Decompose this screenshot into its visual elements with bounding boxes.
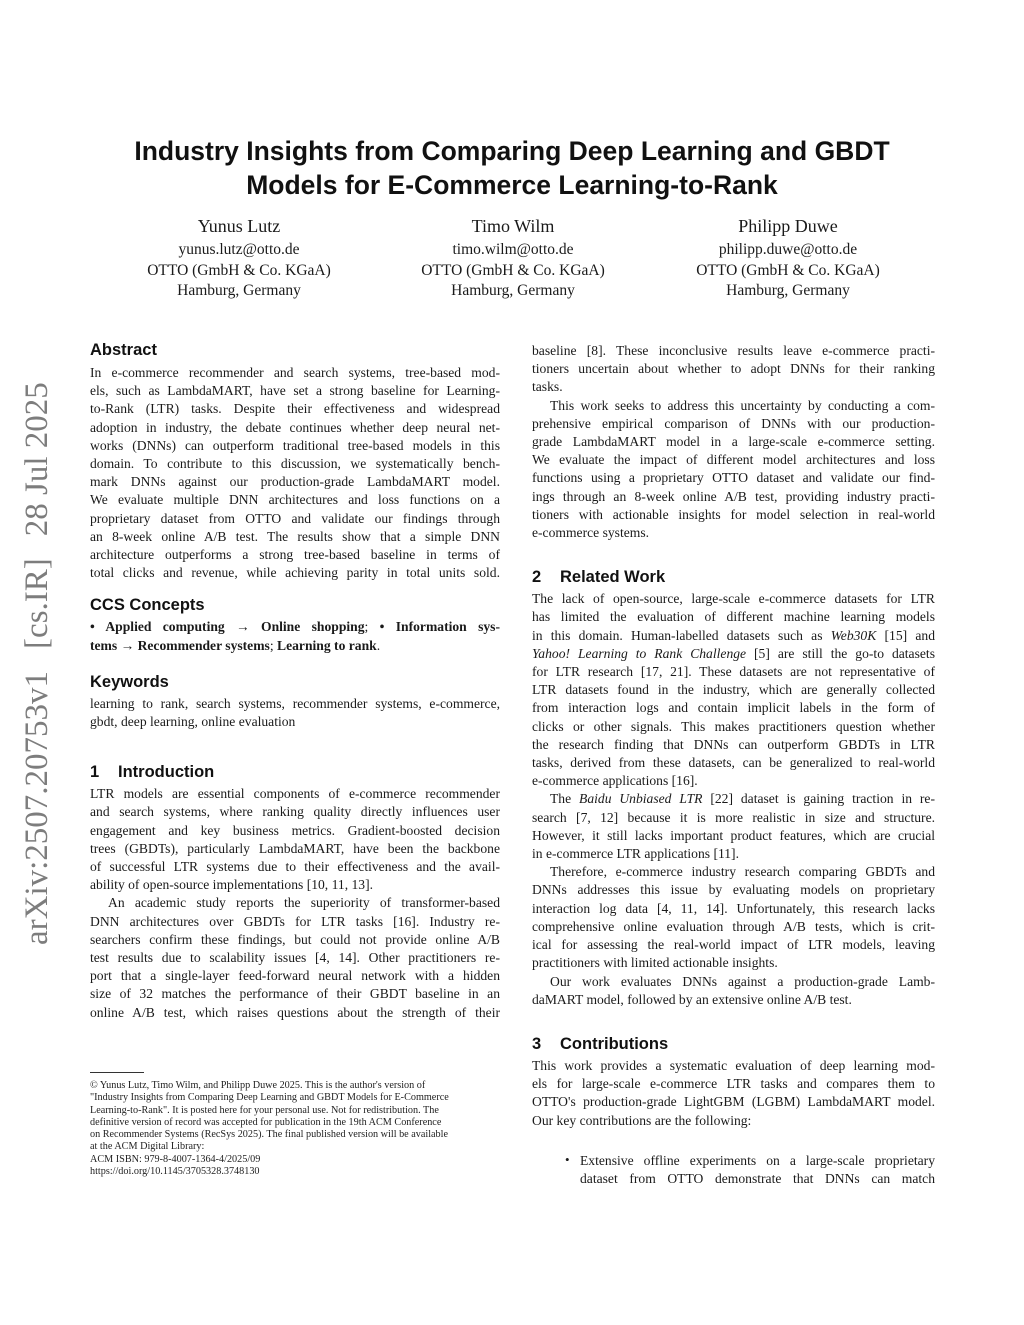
text-line: daMART model, followed by an extensive online A/B test.	[532, 991, 852, 1007]
text-line: This work seeks to address this uncertainty by conducting a com-	[550, 397, 935, 413]
text-line: functions using a proprietary OTTO dataset and validate our find-	[532, 470, 935, 486]
text-line: Our work evaluates DNNs against a production-grade Lamb-	[550, 973, 935, 989]
text-line: from interaction logs and contain implicit labels in the form of	[532, 700, 935, 716]
author-affiliation: OTTO (GmbH & Co. KGaA)	[696, 261, 880, 279]
dataset-name: Baidu Unbiased LTR	[579, 791, 703, 807]
text-line: tasks.	[532, 379, 563, 395]
ccs-arrow: →	[224, 619, 261, 635]
ccs-heading: CCS Concepts	[90, 596, 205, 615]
citation: [15] and	[876, 627, 935, 643]
text-line: trees (GBDTs), particularly LambdaMART, have been the backbone	[90, 840, 500, 856]
section-number: 1	[90, 763, 100, 782]
intro-continued-paragraph-2	[532, 397, 935, 543]
ccs-term: Recommender systems	[137, 637, 270, 653]
ccs-term: tems	[90, 637, 118, 653]
footnote-doi[interactable]: https://doi.org/10.1145/3705328.3748130	[90, 1166, 260, 1178]
author-2	[388, 214, 638, 302]
left-column	[90, 339, 500, 1022]
text-line: size of 32 matches the performance of their GBDT baseline in an	[90, 986, 500, 1002]
author-affiliation: OTTO (GmbH & Co. KGaA)	[147, 261, 331, 279]
author-location: Hamburg, Germany	[451, 282, 575, 299]
text-line: in e-commerce LTR applications [11].	[532, 846, 739, 862]
text-line: e-commerce applications [16].	[532, 773, 698, 789]
text-line: the research finding that DNNs can outperform GBDTs in LTR	[532, 736, 935, 752]
text-line: architecture outperforms a strong tree-based baseline in terms of	[90, 547, 500, 563]
footnote-isbn: ACM ISBN: 979-8-4007-1364-4/2025/09	[90, 1153, 261, 1165]
text-line: OTTO's production-grade LightGBM (LGBM) LambdaMART model.	[532, 1094, 935, 1110]
text-line: interaction log data [4, 11, 14]. Unfortunately, this research lacks	[532, 900, 935, 916]
text-run: [22] dataset is gaining traction in re-	[702, 791, 935, 807]
related-work-paragraph-3	[532, 863, 935, 972]
contribution-bullet-1	[580, 1152, 935, 1188]
arxiv-identifier-stamp	[14, 382, 60, 945]
bullet-marker: •	[565, 1152, 570, 1167]
section-title: Contributions	[560, 1034, 669, 1053]
text-line: of successful LTR systems due to their effectiveness and the avail-	[90, 859, 500, 875]
related-work-paragraph-2	[532, 790, 935, 863]
section-title: Related Work	[560, 568, 666, 587]
text-line: We evaluate multiple DNN architectures and loss functions on a	[90, 492, 500, 508]
abstract-text	[90, 364, 500, 582]
ccs-end: .	[376, 637, 381, 653]
text-line: tioners uncertain about whether to adopt DNNs for their ranking	[532, 361, 935, 377]
title-line-1: Industry Insights from Comparing Deep Learning and GBDT	[134, 136, 890, 166]
text-line: practitioners with limited actionable insights.	[532, 955, 778, 971]
ccs-concepts	[90, 618, 500, 654]
text-line: ical for assessing the real-world impact of LTR models, leaving	[532, 937, 935, 953]
footnote-line: definitive version of record was accepted for publication in the 19th ACM Conference	[90, 1116, 442, 1128]
keywords-text	[90, 695, 500, 731]
text-line: total clicks and revenue, while achieving parity in total units sold.	[90, 565, 500, 581]
introduction-paragraph-1	[90, 785, 500, 894]
text-line: ings through an 8-week online A/B test, providing industry practi-	[532, 488, 935, 504]
text-line: e-commerce systems.	[532, 525, 650, 541]
ccs-separator: ;	[364, 619, 380, 635]
footnote-line: "Industry Insights from Comparing Deep Learning and GBDT Models for E-Commerce	[90, 1092, 449, 1104]
text-line: domain. To contribute to this discussion, we systematically bench-	[90, 456, 500, 472]
arxiv-date: 28 Jul 2025	[19, 382, 55, 537]
introduction-heading	[90, 761, 500, 783]
footnote-divider	[90, 1072, 144, 1073]
text-line: search [7, 12] because it is more realistic in size and structure.	[532, 809, 935, 825]
text-line	[532, 627, 935, 645]
dataset-name: Web30K	[830, 627, 877, 643]
author-name: Philipp Duwe	[738, 216, 838, 236]
keywords-heading: Keywords	[90, 672, 169, 691]
author-affiliation: OTTO (GmbH & Co. KGaA)	[421, 261, 605, 279]
text-line: mark DNNs against our production-grade LambdaMART model.	[90, 474, 500, 490]
author-location: Hamburg, Germany	[177, 282, 301, 299]
text-line: grade LambdaMART model in a large-scale e-commerce setting.	[532, 434, 935, 450]
text-line: and search systems, where ranking quality directly influences user	[90, 804, 500, 820]
ccs-term: • Applied computing	[90, 619, 225, 635]
text-line: learning to rank, search systems, recommender systems, e-commerce,	[90, 695, 500, 711]
text-line: Therefore, e-commerce industry research comparing GBDTs and	[550, 864, 935, 880]
section-number: 3	[532, 1034, 542, 1053]
text-line	[532, 790, 935, 808]
arxiv-id: arXiv:2507.20753v1	[19, 670, 55, 945]
text-line: tioners with actionable insights for model selection in real-world	[532, 506, 935, 522]
text-run: The	[550, 791, 580, 807]
text-line: We evaluate the impact of different model architectures and loss	[532, 452, 935, 468]
text-line: In e-commerce recommender and search systems, tree-based mod-	[90, 365, 500, 380]
text-line: LTR datasets found in the industry, which are generally collected	[532, 682, 935, 698]
footnote-line: © Yunus Lutz, Timo Wilm, and Philipp Duwe 2025. This is the author's version of	[90, 1080, 426, 1091]
text-line: for LTR research [17, 21]. These datasets are not representative of	[532, 664, 935, 680]
text-line: test results due to scalability issues [4, 14]. Other practitioners re-	[90, 950, 500, 966]
section-title: Introduction	[118, 763, 215, 782]
text-line: ability of open-source implementations [10, 11, 13].	[90, 877, 374, 893]
author-location: Hamburg, Germany	[726, 282, 850, 299]
ccs-line-2	[90, 637, 500, 655]
text-line: comprehensive online evaluation through A/B tests, which is crit-	[532, 918, 935, 934]
footnote-line: Learning-to-Rank". It is posted here for your personal use. Not for redistribution. The	[90, 1104, 439, 1116]
text-line: online A/B test, which raises questions about the strength of their	[90, 1004, 500, 1020]
dataset-name: Yahoo! Learning to Rank Challenge	[532, 645, 747, 661]
text-line: An academic study reports the superiority of transformer-based	[108, 895, 500, 911]
text-line: This work provides a systematic evaluation of deep learning mod-	[532, 1057, 935, 1073]
text-line: an 8-week online A/B test. The results show that a simple DNN	[90, 528, 500, 544]
text-line: DNNs addresses this issue by evaluating models on proprietary	[532, 882, 935, 898]
text-line: els for large-scale e-commerce LTR tasks and compares them to	[532, 1076, 935, 1092]
text-line: LTR models are essential components of e-commerce recommender	[90, 786, 500, 802]
text-line: port that a single-layer feed-forward neural network with a hidden	[90, 968, 500, 984]
text-line: However, it still lacks important product features, which are crucial	[532, 827, 935, 843]
text-line: to-Rank (LTR) tasks. Despite their effectiveness and widespread	[90, 401, 500, 417]
ccs-term: • Information sys-	[379, 619, 500, 635]
related-work-paragraph-4	[532, 973, 935, 1009]
text-line: Extensive offline experiments on a large-scale proprietary	[580, 1153, 935, 1168]
right-column	[532, 342, 935, 1130]
text-run: in this domain. Human-labelled datasets such as	[532, 627, 831, 643]
text-line: els, such as LambdaMART, have set a strong baseline for Learning-	[90, 383, 500, 399]
author-name: Timo Wilm	[471, 216, 555, 236]
introduction-paragraph-2	[90, 894, 500, 1021]
paper-title	[60, 134, 964, 202]
text-line: clicks or other signals. This makes practitioners question whether	[532, 718, 935, 734]
arxiv-category: [cs.IR]	[19, 558, 55, 649]
author-email: yunus.lutz@otto.de	[178, 241, 300, 258]
text-line	[532, 645, 935, 663]
text-line: The lack of open-source, large-scale e-commerce datasets for LTR	[532, 591, 935, 607]
footnote-line: on Recommender Systems (RecSys 2025). The final published version will be available	[90, 1129, 448, 1141]
text-line: engagement and key business metrics. Gradient-boosted decision	[90, 822, 500, 838]
citation: [5] are still the go-to datasets	[746, 645, 935, 661]
text-line: adoption in industry, the debate continues whether deep neural net-	[90, 419, 500, 435]
related-work-paragraph-1	[532, 590, 935, 790]
ccs-line-1	[90, 618, 500, 636]
ccs-term: Online shopping	[261, 619, 365, 635]
author-name: Yunus Lutz	[197, 216, 281, 236]
text-line: dataset from OTTO demonstrate that DNNs can match	[580, 1171, 935, 1187]
text-line: works (DNNs) can outperform traditional tree-based models in this	[90, 437, 500, 453]
author-block	[0, 214, 1024, 304]
text-line: tasks, derived from these datasets, can be generalized to real-world	[532, 755, 935, 771]
ccs-term: Learning to rank	[277, 637, 377, 653]
copyright-footnote	[90, 1080, 500, 1178]
title-line-2: Models for E-Commerce Learning-to-Rank	[246, 170, 778, 200]
ccs-separator: ;	[269, 637, 278, 653]
text-line: has limited the evaluation of different machine learning models	[532, 609, 935, 625]
intro-continued-paragraph-1	[532, 342, 935, 397]
abstract-heading: Abstract	[90, 341, 157, 359]
text-line: proprietary dataset from OTTO and validate our findings through	[90, 510, 500, 526]
author-email: philipp.duwe@otto.de	[718, 241, 858, 258]
text-line: searchers confirm these findings, but could not provide online A/B	[90, 931, 500, 947]
text-line: Our key contributions are the following:	[532, 1112, 752, 1128]
text-line: gbdt, deep learning, online evaluation	[90, 714, 296, 730]
footnote-line: at the ACM Digital Library:	[90, 1141, 205, 1153]
text-line: baseline [8]. These inconclusive results leave e-commerce practi-	[532, 343, 935, 358]
contributions-heading	[532, 1033, 935, 1055]
text-line: prehensive empirical comparison of DNNs with our production-	[532, 415, 935, 431]
author-1	[114, 214, 364, 302]
text-line: DNN architectures over GBDTs for LTR tasks [16]. Industry re-	[90, 913, 500, 929]
related-work-heading	[532, 566, 935, 588]
author-3	[663, 214, 913, 302]
ccs-arrow: →	[117, 637, 138, 653]
author-email: timo.wilm@otto.de	[452, 241, 574, 258]
section-number: 2	[532, 568, 542, 587]
contributions-paragraph-1	[532, 1057, 935, 1130]
